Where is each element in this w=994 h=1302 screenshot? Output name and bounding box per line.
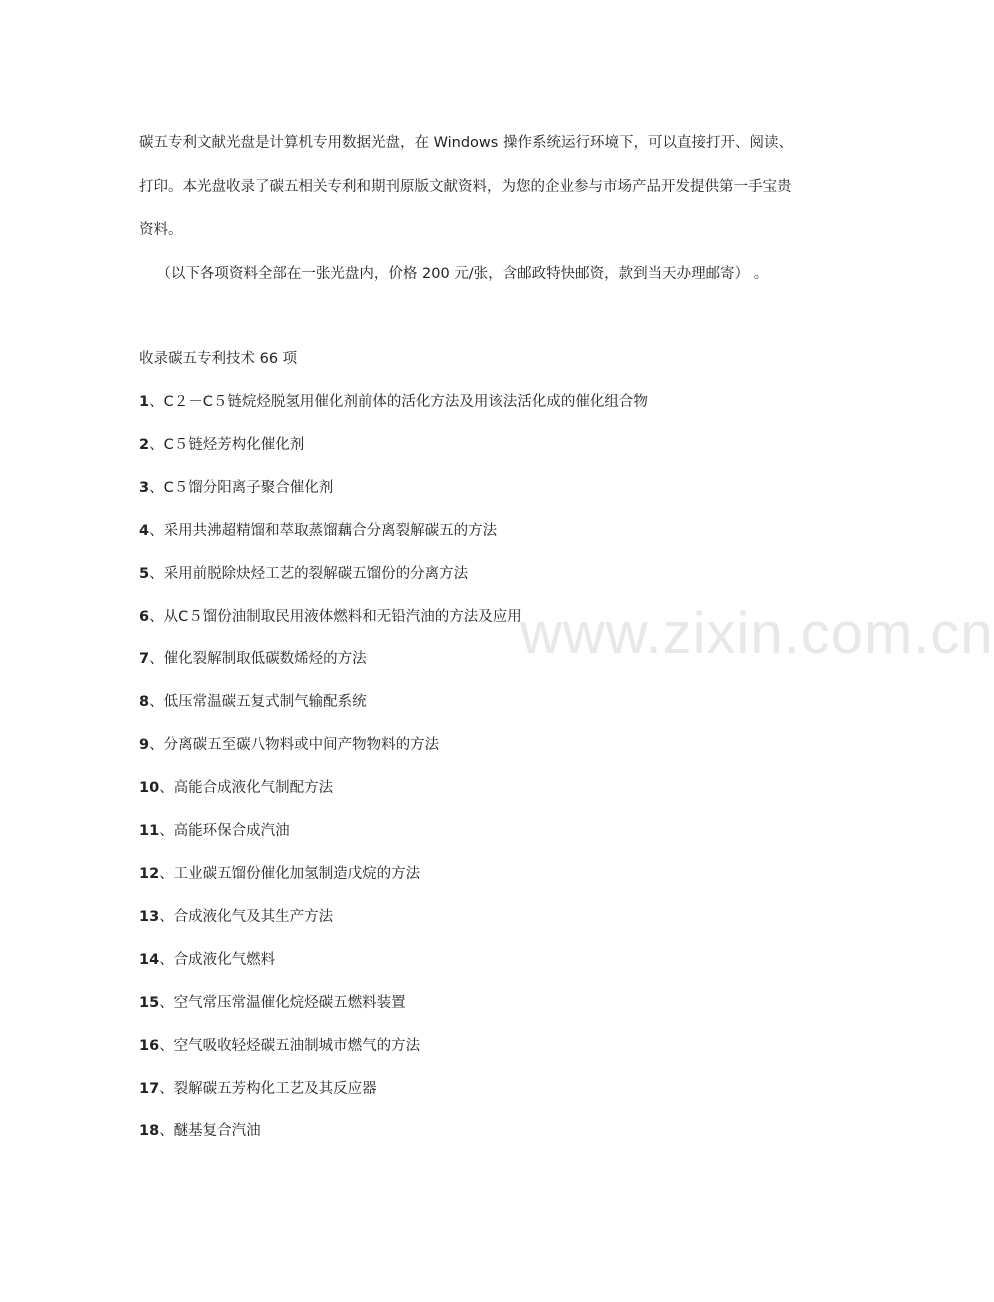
- list-item: [139, 381, 799, 424]
- item-text: 、高能合成液化气制配方法: [159, 780, 334, 797]
- item-text: 、合成液化气燃料: [159, 951, 276, 968]
- watermark: www.zixin.com.cn: [520, 601, 994, 666]
- document-body: [139, 122, 799, 1153]
- item-number: 12: [139, 865, 160, 882]
- item-text: 、C５链烃芳构化催化剂: [149, 436, 305, 453]
- intro-paragraph-1: 碳五专利文献光盘是计算机专用数据光盘，在 Windows 操作系统运行环境下，可以直接打开、阅读、打印。本光盘收录了碳五相关专利和期刊原版文献资料，为您的企业参与市场产品开发提供第一手宝贵资料。: [139, 135, 793, 238]
- list-item: [139, 510, 799, 553]
- item-number: 11: [139, 823, 160, 840]
- item-text: 、醚基复合汽油: [159, 1123, 261, 1140]
- item-number: 7: [139, 651, 150, 668]
- list-item: [139, 467, 799, 510]
- intro-section: [139, 122, 799, 296]
- intro-paragraph-2: （以下各项资料全部在一张光盘内，价格 200 元/张，含邮政特快邮资，款到当天办理邮寄） 。: [156, 265, 769, 282]
- item-text: 、空气常压常温催化烷烃碳五燃料装置: [159, 994, 406, 1011]
- list-item: [139, 853, 799, 896]
- list-item: [139, 724, 799, 767]
- list-item: [139, 1068, 799, 1111]
- item-number: 14: [139, 951, 160, 968]
- item-text: 、空气吸收轻烃碳五油制城市燃气的方法: [159, 1037, 421, 1054]
- item-number: 13: [139, 908, 160, 925]
- list-item: [139, 553, 799, 596]
- item-number: 9: [139, 737, 150, 754]
- list-heading: 收录碳五专利技术 66 项: [139, 351, 298, 367]
- patent-list: [139, 381, 799, 1153]
- item-text: 、C５馏分阳离子聚合催化剂: [149, 479, 334, 496]
- item-text: 、分离碳五至碳八物料或中间产物物料的方法: [149, 737, 440, 754]
- list-item: [139, 767, 799, 810]
- list-item: [139, 810, 799, 853]
- item-text: 、采用前脱除炔烃工艺的裂解碳五馏份的分离方法: [149, 565, 469, 582]
- list-item: [139, 1025, 799, 1068]
- item-number: 3: [139, 479, 150, 496]
- list-item: [139, 681, 799, 724]
- item-number: 6: [139, 608, 150, 625]
- list-item: [139, 1110, 799, 1153]
- list-item: [139, 424, 799, 467]
- item-text: 、采用共沸超精馏和萃取蒸馏藕合分离裂解碳五的方法: [149, 522, 498, 539]
- item-text: 、低压常温碳五复式制气输配系统: [149, 694, 367, 711]
- list-item: [139, 596, 799, 639]
- list-item: [139, 939, 799, 982]
- list-item: [139, 896, 799, 939]
- list-item: [139, 638, 799, 681]
- item-text: 、高能环保合成汽油: [159, 823, 290, 840]
- item-number: 15: [139, 994, 160, 1011]
- item-number: 2: [139, 436, 150, 453]
- list-item: [139, 982, 799, 1025]
- item-text: 、合成液化气及其生产方法: [159, 908, 334, 925]
- item-text: 、裂解碳五芳构化工艺及其反应器: [159, 1080, 377, 1097]
- item-number: 1: [139, 394, 150, 410]
- item-number: 5: [139, 565, 150, 582]
- item-number: 10: [139, 780, 160, 797]
- item-text: 、工业碳五馏份催化加氢制造戊烷的方法: [159, 865, 421, 882]
- item-number: 4: [139, 522, 150, 539]
- item-number: 18: [139, 1123, 160, 1140]
- item-text: 、C２－C５链烷烃脱氢用催化剂前体的活化方法及用该法活化成的催化组合物: [149, 394, 648, 410]
- item-text: 、催化裂解制取低碳数烯烃的方法: [149, 651, 367, 668]
- item-number: 16: [139, 1037, 160, 1054]
- item-number: 17: [139, 1080, 160, 1097]
- item-text: 、从C５馏份油制取民用液体燃料和无铅汽油的方法及应用: [149, 608, 522, 625]
- item-number: 8: [139, 694, 150, 711]
